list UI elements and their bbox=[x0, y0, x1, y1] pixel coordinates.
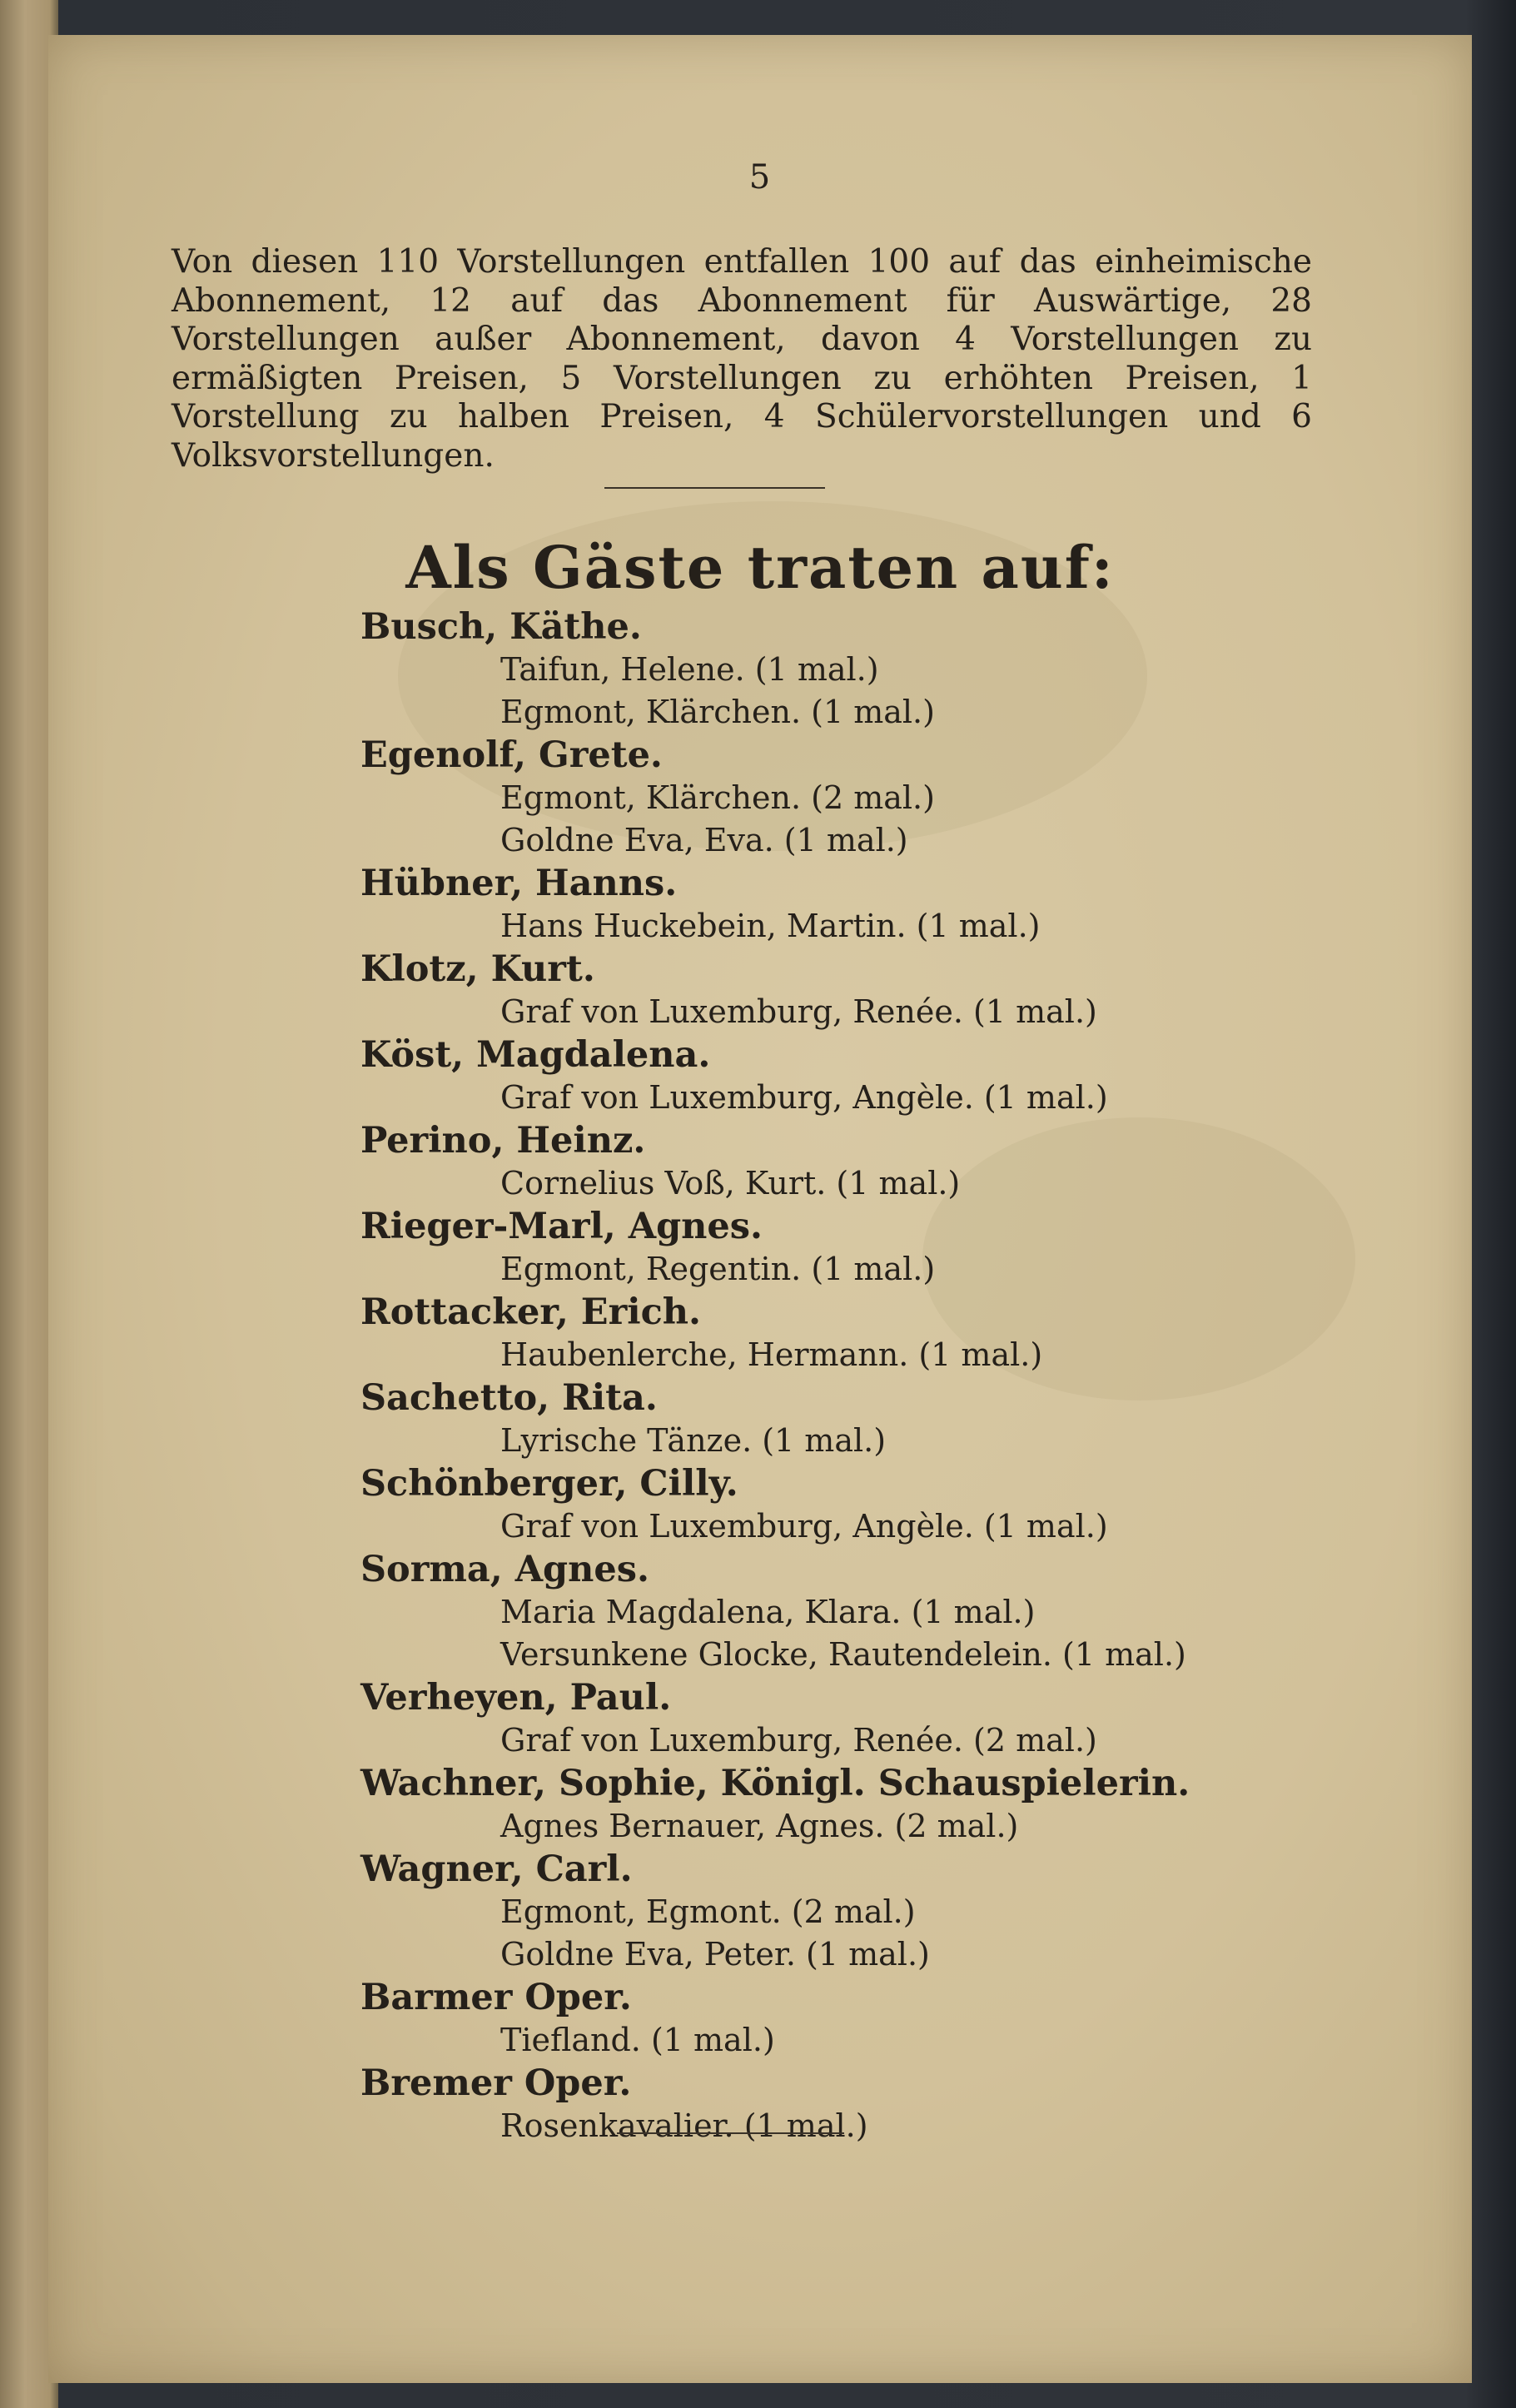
guest-name: Sorma, Agnes. bbox=[360, 1549, 649, 1590]
guest-role: Egmont, Regentin. (1 mal.) bbox=[500, 1251, 936, 1287]
guest-role: Hans Huckebein, Martin. (1 mal.) bbox=[500, 908, 1041, 944]
guest-name: Hübner, Hanns. bbox=[360, 863, 678, 904]
guest-role: Egmont, Klärchen. (2 mal.) bbox=[500, 779, 935, 816]
guest-entry bbox=[360, 1291, 1401, 1376]
guest-name: Sachetto, Rita. bbox=[360, 1377, 658, 1419]
guest-entry bbox=[360, 1976, 1401, 2062]
guest-role: Cornelius Voß, Kurt. (1 mal.) bbox=[500, 1165, 961, 1202]
guest-list bbox=[360, 605, 1401, 2147]
guest-role: Graf von Luxemburg, Renée. (1 mal.) bbox=[500, 993, 1097, 1030]
page-number: 5 bbox=[748, 158, 772, 197]
guest-name: Barmer Oper. bbox=[360, 1977, 632, 2018]
guest-name: Egenolf, Grete. bbox=[360, 734, 663, 776]
guest-name: Rieger-Marl, Agnes. bbox=[360, 1206, 763, 1247]
guest-entry bbox=[360, 1548, 1401, 1676]
guest-entry bbox=[360, 2062, 1401, 2147]
guest-name: Rottacker, Erich. bbox=[360, 1291, 701, 1333]
guest-role: Maria Magdalena, Klara. (1 mal.) bbox=[500, 1594, 1036, 1630]
divider-bottom bbox=[617, 2132, 844, 2134]
guest-entry bbox=[360, 1676, 1401, 1762]
divider-top bbox=[604, 487, 825, 489]
guest-name: Bremer Oper. bbox=[360, 2062, 632, 2104]
guest-role: Taifun, Helene. (1 mal.) bbox=[500, 651, 879, 688]
intro-paragraph: Von diesen 110 Vorstellungen entfallen 100 auf das einheimische Abonnement, 12 auf das Abonnement für Auswärtige, 28 Vorstellungen außer Abonnement, davon 4 Vorstellungen zu ermäßigten Preisen, 5 Vorstellungen zu erhöhten Preisen, 1 Vorstellung zu halben Preisen, 4 Schülervorstellungen und 6 Volksvorstellungen. bbox=[171, 243, 1312, 475]
document-page bbox=[48, 35, 1472, 2383]
guest-role: Rosenkavalier. (1 mal.) bbox=[500, 2107, 868, 2144]
guest-name: Perino, Heinz. bbox=[360, 1120, 646, 1162]
guest-role: Egmont, Klärchen. (1 mal.) bbox=[500, 694, 935, 730]
guest-entry bbox=[360, 1376, 1401, 1462]
guest-name: Köst, Magdalena. bbox=[360, 1034, 711, 1076]
guest-name: Klotz, Kurt. bbox=[360, 948, 595, 990]
guest-role: Lyrische Tänze. (1 mal.) bbox=[500, 1422, 887, 1459]
guest-role: Haubenlerche, Hermann. (1 mal.) bbox=[500, 1336, 1043, 1373]
section-heading: Als Gäste traten auf: bbox=[405, 533, 1115, 602]
guest-name: Schönberger, Cilly. bbox=[360, 1463, 738, 1505]
guest-role: Goldne Eva, Eva. (1 mal.) bbox=[500, 822, 908, 858]
guest-name: Wachner, Sophie, Königl. Schauspielerin. bbox=[360, 1763, 1190, 1804]
guest-entry bbox=[360, 1205, 1401, 1291]
guest-entry bbox=[360, 1033, 1401, 1119]
guest-entry bbox=[360, 1762, 1401, 1848]
guest-entry bbox=[360, 948, 1401, 1033]
guest-name: Verheyen, Paul. bbox=[360, 1677, 672, 1719]
guest-entry bbox=[360, 1462, 1401, 1548]
guest-entry bbox=[360, 862, 1401, 948]
guest-role: Tiefland. (1 mal.) bbox=[500, 2022, 775, 2058]
guest-name: Busch, Käthe. bbox=[360, 606, 642, 648]
guest-name: Wagner, Carl. bbox=[360, 1848, 633, 1890]
guest-role: Graf von Luxemburg, Angèle. (1 mal.) bbox=[500, 1079, 1108, 1116]
guest-entry bbox=[360, 605, 1401, 734]
guest-role: Agnes Bernauer, Agnes. (2 mal.) bbox=[500, 1808, 1019, 1844]
guest-role: Graf von Luxemburg, Renée. (2 mal.) bbox=[500, 1722, 1097, 1759]
guest-role: Graf von Luxemburg, Angèle. (1 mal.) bbox=[500, 1508, 1108, 1545]
guest-role: Versunkene Glocke, Rautendelein. (1 mal.) bbox=[500, 1636, 1186, 1673]
guest-entry bbox=[360, 734, 1401, 862]
guest-role: Goldne Eva, Peter. (1 mal.) bbox=[500, 1936, 930, 1973]
guest-entry bbox=[360, 1119, 1401, 1205]
guest-entry bbox=[360, 1848, 1401, 1976]
guest-role: Egmont, Egmont. (2 mal.) bbox=[500, 1893, 916, 1930]
